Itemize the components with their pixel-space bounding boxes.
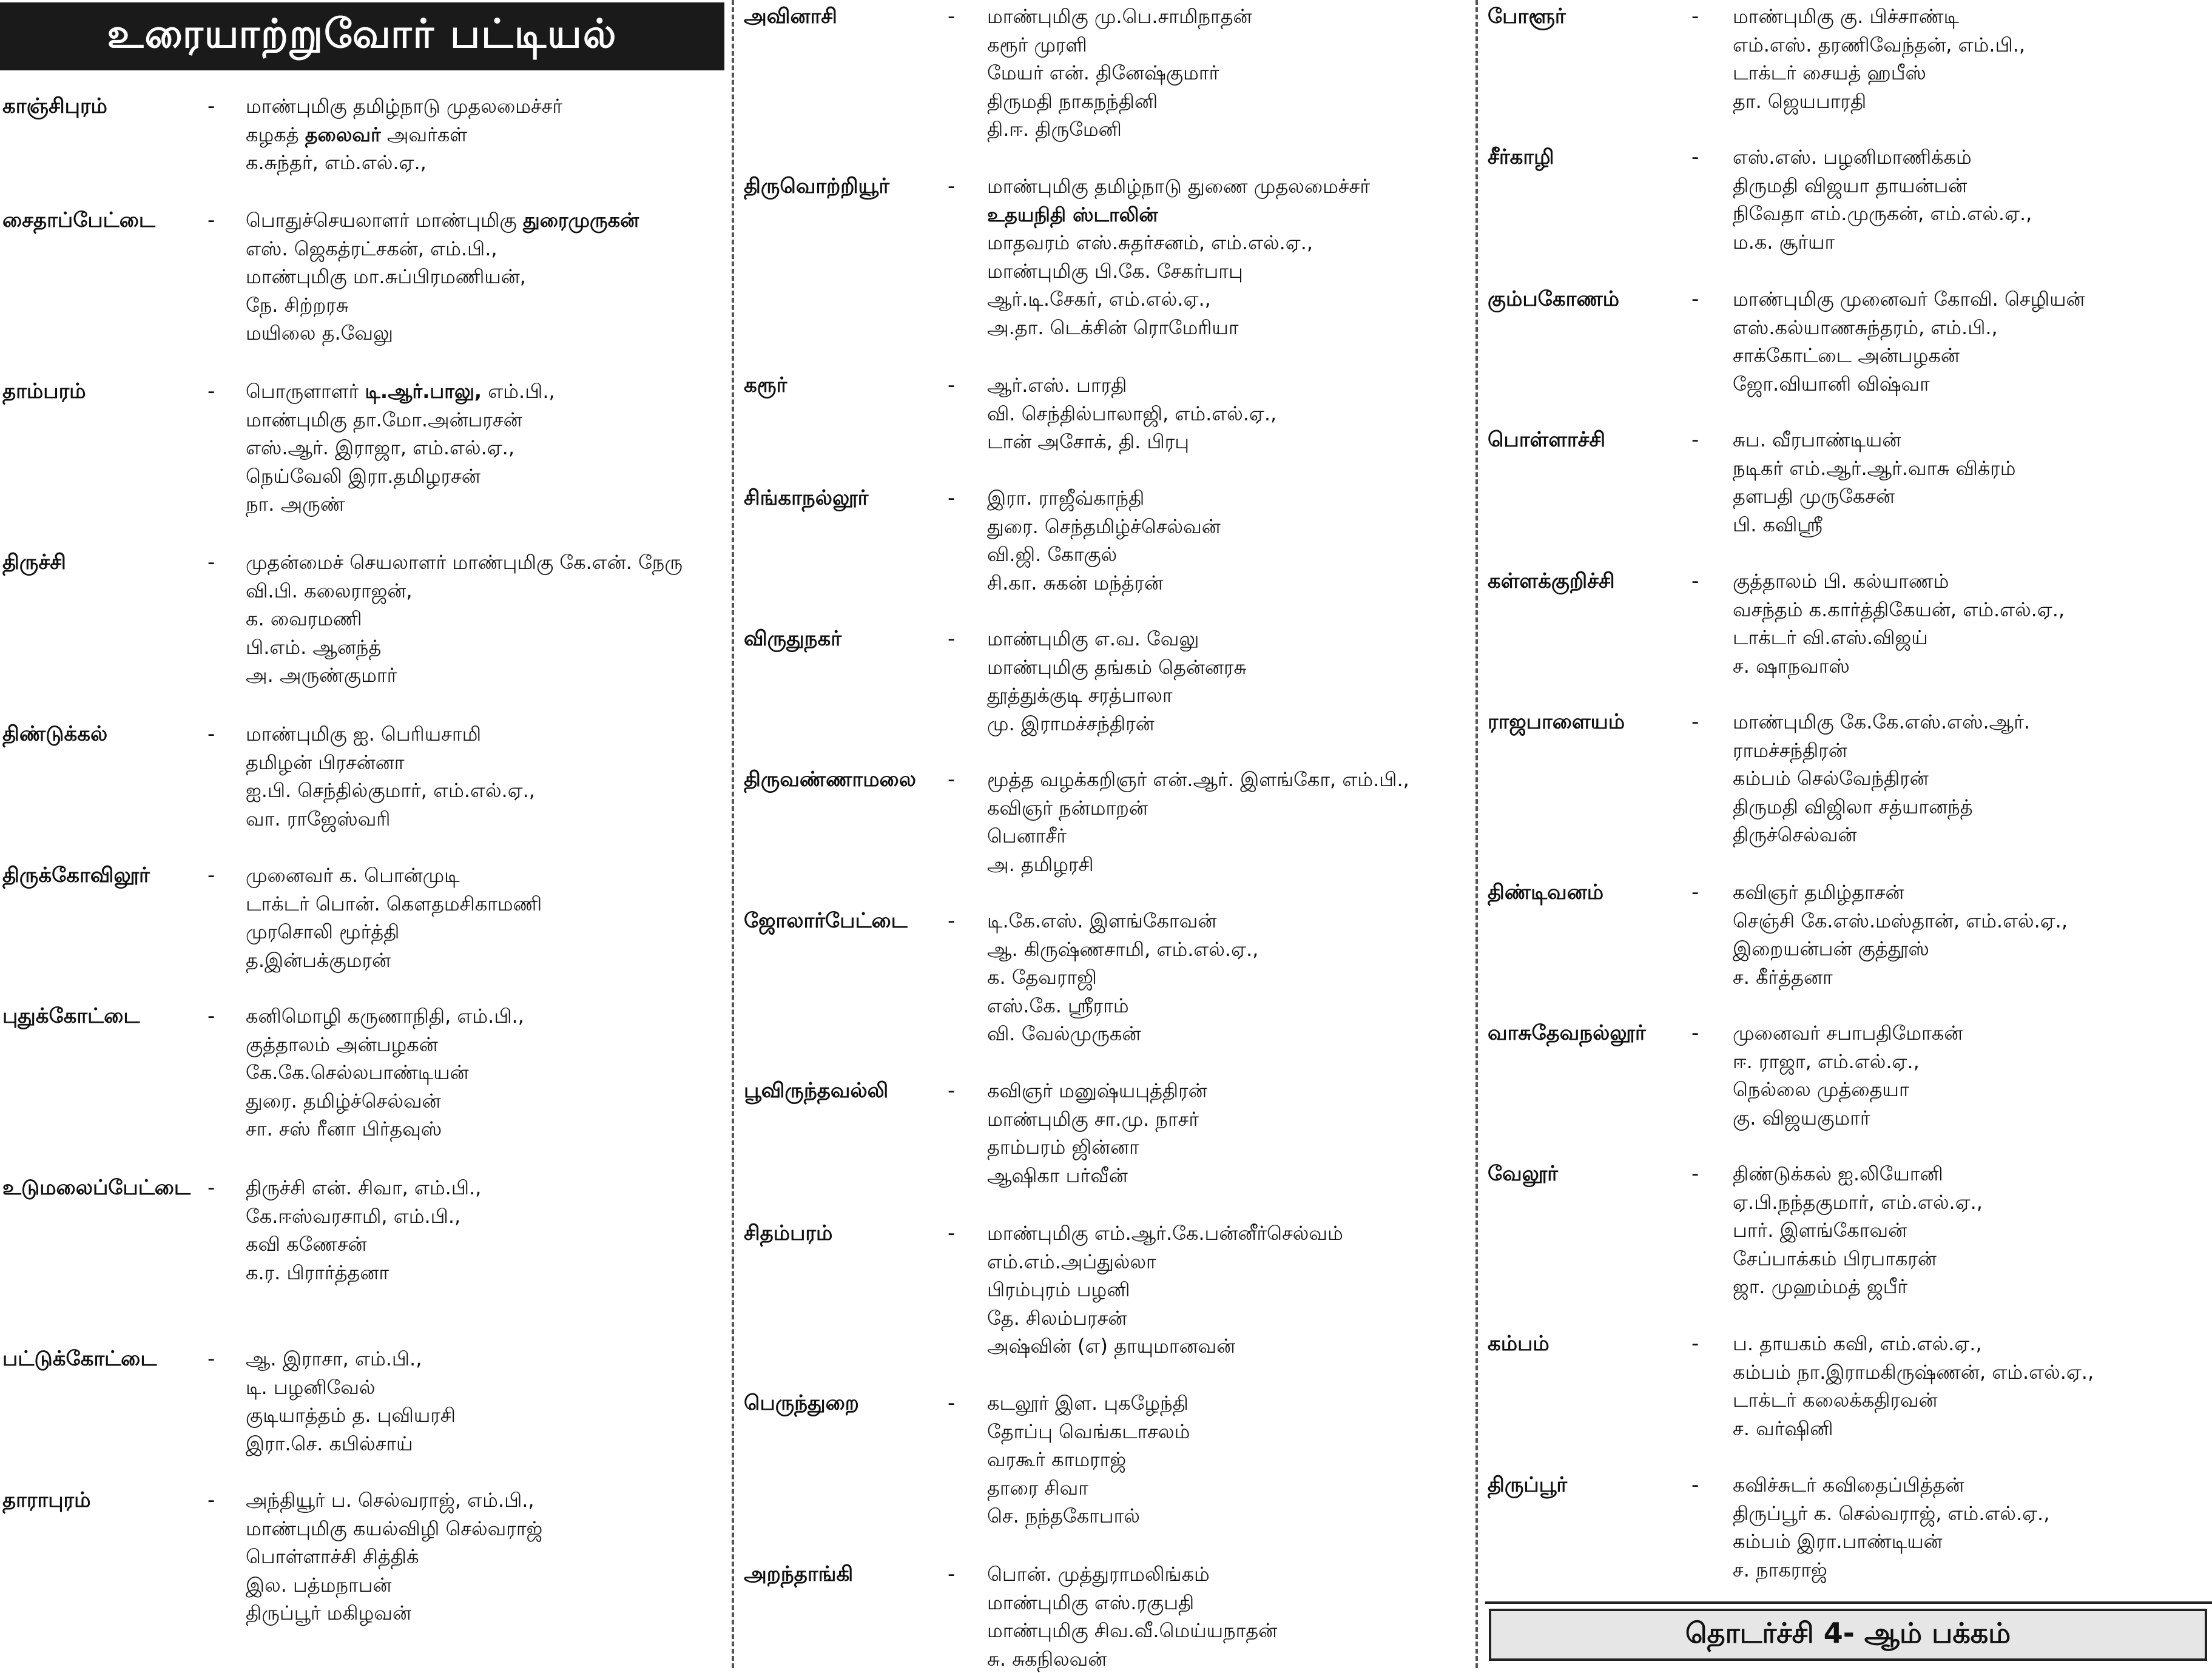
speaker-list (246, 548, 724, 690)
speaker-list (987, 907, 1469, 1048)
separator-dash: - (207, 861, 215, 890)
speaker-name: கரூர் முரளி (987, 31, 1469, 59)
speaker-name: கழகத் தலைவர் அவர்கள் (246, 121, 724, 149)
separator-dash: - (948, 625, 955, 653)
speaker-name: மாண்புமிகு தமிழ்நாடு துணை முதலமைச்சர் (987, 172, 1469, 201)
speaker-name: கவிஞர் மனுஷ்யபுத்திரன் (987, 1077, 1469, 1105)
speaker-list (1733, 143, 2212, 256)
speaker-name: செ. நந்தகோபால் (987, 1502, 1469, 1530)
speaker-name: தூத்துக்குடி சரத்பாலா (987, 681, 1469, 710)
speaker-name: மாண்புமிகு கு. பிச்சாண்டி (1733, 2, 2212, 31)
speaker-list (987, 625, 1469, 738)
constituency-name: பெருந்துறை (744, 1389, 859, 1418)
speaker-name: பி. கவிஸ்ரீ (1733, 511, 2212, 539)
speaker-name: வரகூர் காமராஜ் (987, 1446, 1469, 1474)
speaker-list (246, 720, 724, 833)
separator-dash: - (948, 172, 955, 201)
speaker-name: மாண்புமிகு எம்.ஆர்.கே.பன்னீர்செல்வம் (987, 1219, 1469, 1248)
constituency-name: காஞ்சிபுரம் (2, 92, 107, 121)
speaker-name: சுப. வீரபாண்டியன் (1733, 426, 2212, 454)
separator-dash: - (948, 1219, 955, 1248)
speaker-name: திருமதி விஜயா தாயன்பன் (1733, 172, 2212, 200)
speaker-name: மாண்புமிகு முனைவர் கோவி. செழியன் (1733, 285, 2212, 314)
speaker-name: திண்டுக்கல் ஐ.லியோனி (1733, 1160, 2212, 1188)
speaker-name: த.இன்பக்குமரன் (246, 946, 724, 975)
speaker-list (246, 1486, 724, 1628)
constituency-name: போளூர் (1488, 2, 1566, 31)
speaker-name: இரா. ராஜீவ்காந்தி (987, 484, 1469, 513)
constituency-name: அவினாசி (744, 2, 837, 31)
speaker-name: தாம்பரம் ஜின்னா (987, 1133, 1469, 1162)
separator-dash: - (1691, 567, 1699, 596)
separator-dash: - (207, 720, 215, 749)
speaker-name: ச. நாகராஜ் (1733, 1556, 2212, 1584)
separator-dash: - (207, 92, 215, 121)
speaker-name: எம்.எம்.அப்துல்லா (987, 1248, 1469, 1276)
separator-dash: - (207, 377, 215, 406)
speaker-name: மாண்புமிகு சிவ.வீ.மெய்யநாதன் (987, 1617, 1469, 1645)
speaker-name: கு. விஜயகுமார் (1733, 1104, 2212, 1133)
speaker-name: ச. ஷாநவாஸ் (1733, 652, 2212, 681)
speaker-name: கனிமொழி கருணாநிதி, எம்.பி., (246, 1002, 724, 1031)
speaker-name: மூத்த வழக்கறிஞர் என்.ஆர். இளங்கோ, எம்.பி., (987, 766, 1469, 794)
speaker-list (1733, 1019, 2212, 1132)
speaker-list (246, 1345, 724, 1458)
separator-dash: - (207, 206, 215, 235)
speaker-name: க. வைரமணி (246, 605, 724, 633)
speaker-name: மாண்புமிகு மு.பெ.சாமிநாதன் (987, 2, 1469, 31)
separator-dash: - (948, 2, 955, 31)
speaker-name: நா. அருண் (246, 490, 724, 519)
constituency-name: கம்பம் (1488, 1330, 1549, 1358)
constituency-name: திருவண்ணாமலை (744, 766, 916, 794)
speaker-name: பிரம்புரம் பழனி (987, 1276, 1469, 1304)
constituency-name: சைதாப்பேட்டை (2, 206, 155, 235)
speaker-name: திருமதி நாகநந்தினி (987, 87, 1469, 116)
speaker-list (987, 172, 1469, 342)
speaker-name: டி. பழனிவேல் (246, 1373, 724, 1402)
speaker-name: எஸ்.எஸ். பழனிமாணிக்கம் (1733, 143, 2212, 172)
speaker-name: உதயநிதி ஸ்டாலின் (987, 201, 1469, 229)
speaker-list (987, 484, 1469, 597)
speaker-name: ஆ. இராசா, எம்.பி., (246, 1345, 724, 1373)
constituency-name: கள்ளக்குறிச்சி (1488, 567, 1615, 596)
speaker-name: மு. இராமச்சந்திரன் (987, 710, 1469, 738)
speaker-name: மாண்புமிகு பி.கே. சேகர்பாபு (987, 257, 1469, 286)
speaker-name: ராமச்சந்திரன் (1733, 736, 2212, 765)
speaker-name: டி.கே.எஸ். இளங்கோவன் (987, 907, 1469, 935)
speaker-name: சேப்பாக்கம் பிரபாகரன் (1733, 1245, 2212, 1273)
separator-dash: - (1691, 708, 1699, 736)
speaker-list (1733, 567, 2212, 680)
speaker-name: கவிஞர் நன்மாறன் (987, 794, 1469, 823)
speaker-name: மாண்புமிகு ஐ. பெரியசாமி (246, 720, 724, 749)
speaker-list (246, 861, 724, 974)
speaker-name: மாண்புமிகு மா.சுப்பிரமணியன், (246, 263, 724, 291)
speaker-name: மாண்புமிகு எ.வ. வேலு (987, 625, 1469, 653)
speaker-list (1733, 285, 2212, 398)
separator-dash: - (1691, 285, 1699, 314)
speaker-name: பொன். முத்துராமலிங்கம் (987, 1560, 1469, 1589)
speaker-name: கவி கணேசன் (246, 1230, 724, 1259)
speaker-list (1733, 708, 2212, 849)
constituency-name: சீர்காழி (1488, 143, 1554, 172)
separator-dash: - (1691, 2, 1699, 31)
separator-dash: - (207, 1174, 215, 1202)
speaker-list (246, 92, 724, 177)
speaker-name: பொதுச்செயலாளர் மாண்புமிகு துரைமுருகன் (246, 206, 724, 235)
speaker-name: சு. சுகநிலவன் (987, 1645, 1469, 1673)
speaker-name: மாண்புமிகு சா.மு. நாசர் (987, 1105, 1469, 1134)
constituency-name: திருக்கோவிலூர் (2, 861, 150, 890)
speaker-name: வி.பி. கலைராஜன், (246, 577, 724, 605)
speaker-name: நே. சிற்றரசு (246, 291, 724, 320)
speaker-name: சா. சஸ் ரீனா பிர்தவுஸ் (246, 1115, 724, 1143)
speaker-name: சாக்கோட்டை அன்பழகன் (1733, 342, 2212, 370)
speaker-name: நெய்வேலி இரா.தமிழரசன் (246, 462, 724, 491)
constituency-name: சிங்காநல்லூர் (744, 484, 868, 513)
speaker-name: இறையன்பன் குத்தூஸ் (1733, 935, 2212, 963)
speaker-list (987, 1219, 1469, 1361)
speaker-name: தி.ஈ. திருமேனி (987, 115, 1469, 144)
constituency-name: திண்டிவனம் (1488, 878, 1603, 907)
speaker-list (1733, 1471, 2212, 1584)
separator-dash: - (207, 1486, 215, 1515)
separator-dash: - (1691, 1019, 1699, 1048)
speaker-name: முனைவர் சபாபதிமோகன் (1733, 1019, 2212, 1048)
speaker-name: அ. தமிழரசி (987, 850, 1469, 879)
speaker-name: ஜோ.வியானி விஷ்வா (1733, 370, 2212, 399)
speaker-list (1733, 1330, 2212, 1442)
speaker-name: வி. செந்தில்பாலாஜி, எம்.எல்.ஏ., (987, 400, 1469, 428)
column-3 (1485, 0, 2212, 1668)
speaker-name: கவிச்சுடர் கவிதைப்பித்தன் (1733, 1471, 2212, 1500)
speaker-name: டான் அசோக், தி. பிரபு (987, 428, 1469, 456)
speaker-name: எஸ்.கே. ஸ்ரீராம் (987, 992, 1469, 1020)
speaker-name: இரா.செ. கபில்சாய் (246, 1430, 724, 1458)
speaker-name: டாக்டர் கலைக்கதிரவன் (1733, 1386, 2212, 1415)
speaker-name: ம.க. சூர்யா (1733, 228, 2212, 257)
speaker-name: வி.ஜி. கோகுல் (987, 540, 1469, 569)
speaker-name: கம்பம் இரா.பாண்டியன் (1733, 1527, 2212, 1556)
constituency-name: வேலூர் (1488, 1160, 1558, 1188)
speaker-name: மாண்புமிகு கே.கே.எஸ்.எஸ்.ஆர். (1733, 708, 2212, 736)
speaker-name: ஜா. முஹம்மத் ஜபீர் (1733, 1273, 2212, 1301)
footer-rule (1485, 1601, 2212, 1604)
speaker-list (987, 1560, 1469, 1673)
separator-dash: - (948, 484, 955, 513)
separator-dash: - (1691, 1471, 1699, 1500)
constituency-name: வாசுதேவநல்லூர் (1488, 1019, 1646, 1048)
speaker-name: தா. ஜெயபாரதி (1733, 87, 2212, 116)
speaker-name: இல. பத்மநாபன் (246, 1571, 724, 1600)
speaker-list (987, 371, 1469, 456)
speaker-name: குத்தாலம் பி. கல்யாணம் (1733, 567, 2212, 596)
speaker-name: ஈ. ராஜா, எம்.எல்.ஏ., (1733, 1048, 2212, 1076)
speaker-name: கடலூர் இள. புகழேந்தி (987, 1389, 1469, 1418)
constituency-name: விருதுநகர் (744, 625, 841, 653)
constituency-name: கரூர் (744, 371, 787, 400)
speaker-name: கே.ஈஸ்வரசாமி, எம்.பி., (246, 1202, 724, 1231)
separator-dash: - (948, 1560, 955, 1589)
separator-dash: - (207, 1002, 215, 1031)
speaker-name: குத்தாலம் அன்பழகன் (246, 1031, 724, 1059)
constituency-name: பட்டுக்கோட்டை (2, 1345, 157, 1373)
constituency-name: திண்டுக்கல் (2, 720, 107, 749)
speaker-name: தாரை சிவா (987, 1474, 1469, 1503)
speaker-name: திருப்பூர் மகிழவன் (246, 1599, 724, 1628)
constituency-name: திருப்பூர் (1488, 1471, 1567, 1500)
separator-dash: - (1691, 143, 1699, 172)
speaker-name: ஆஷிகா பர்வீன் (987, 1162, 1469, 1190)
constituency-name: பூவிருந்தவல்லி (744, 1077, 888, 1105)
constituency-name: பொள்ளாச்சி (1488, 426, 1605, 454)
speaker-name: ப. தாயகம் கவி, எம்.எல்.ஏ., (1733, 1330, 2212, 1358)
separator-dash: - (948, 766, 955, 794)
speaker-name: ச. கீர்த்தனா (1733, 963, 2212, 992)
separator-dash: - (1691, 1160, 1699, 1188)
constituency-name: திருவொற்றியூர் (744, 172, 889, 201)
speaker-name: மாண்புமிகு தங்கம் தென்னரசு (987, 653, 1469, 682)
speaker-name: தமிழன் பிரசன்னா (246, 749, 724, 777)
speaker-name: டாக்டர் வி.எஸ்.விஜய் (1733, 624, 2212, 652)
speaker-name: மேயர் என். தினேஷ்குமார் (987, 59, 1469, 87)
speaker-name: மாண்புமிகு தா.மோ.அன்பரசன் (246, 406, 724, 434)
speaker-name: மாண்புமிகு எஸ்.ரகுபதி (987, 1589, 1469, 1617)
speaker-list (987, 2, 1469, 144)
speaker-list (1733, 1160, 2212, 1301)
speaker-list (1733, 878, 2212, 991)
speaker-name: ச. வர்ஷினி (1733, 1415, 2212, 1443)
speaker-name: குடியாத்தம் த. புவியரசி (246, 1401, 724, 1430)
speaker-name: ஐ.பி. செந்தில்குமார், எம்.எல்.ஏ., (246, 776, 724, 805)
speaker-name: பொள்ளாச்சி சித்திக் (246, 1543, 724, 1571)
speaker-list (987, 766, 1469, 878)
continuation-note: தொடர்ச்சி 4- ஆம் பக்கம் (1489, 1609, 2207, 1661)
speaker-name: முரசொலி மூர்த்தி (246, 918, 724, 946)
speaker-name: திருச்செல்வன் (1733, 821, 2212, 849)
speaker-list (987, 1077, 1469, 1190)
speaker-name: மயிலை த.வேலு (246, 319, 724, 348)
separator-dash: - (1691, 1330, 1699, 1358)
column-divider (732, 0, 734, 1668)
speaker-name: துரை. தமிழ்ச்செல்வன் (246, 1087, 724, 1116)
speaker-name: டாக்டர் பொன். கௌதமசிகாமணி (246, 890, 724, 918)
constituency-name: ராஜபாளையம் (1488, 708, 1625, 736)
speaker-name: எஸ்.கல்யாணசுந்தரம், எம்.பி., (1733, 314, 2212, 342)
separator-dash: - (948, 907, 955, 935)
speaker-name: ஆர்.டி.சேகர், எம்.எல்.ஏ., (987, 285, 1469, 314)
speaker-name: நெல்லை முத்தையா (1733, 1076, 2212, 1104)
speaker-name: திருப்பூர் க. செல்வராஜ், எம்.எல்.ஏ., (1733, 1500, 2212, 1528)
separator-dash: - (207, 548, 215, 577)
constituency-name: கும்பகோணம் (1488, 285, 1619, 314)
speaker-name: முனைவர் க. பொன்முடி (246, 861, 724, 890)
speaker-name: நிவேதா எம்.முருகன், எம்.எல்.ஏ., (1733, 200, 2212, 228)
separator-dash: - (948, 371, 955, 400)
speaker-name: க.ர. பிரார்த்தனா (246, 1259, 724, 1287)
speaker-name: கம்பம் செல்வேந்திரன் (1733, 764, 2212, 793)
speaker-name: அ. அருண்குமார் (246, 661, 724, 690)
speaker-name: எஸ்.ஆர். இராஜா, எம்.எல்.ஏ., (246, 434, 724, 462)
separator-dash: - (948, 1389, 955, 1418)
speaker-name: ஏ.பி.நந்தகுமார், எம்.எல்.ஏ., (1733, 1188, 2212, 1217)
column-1 (0, 0, 724, 1668)
speaker-name: கம்பம் நா.இராமகிருஷ்ணன், எம்.எல்.ஏ., (1733, 1358, 2212, 1387)
speaker-name: செஞ்சி கே.எஸ்.மஸ்தான், எம்.எல்.ஏ., (1733, 907, 2212, 935)
speaker-name: க. தேவராஜி (987, 963, 1469, 992)
speaker-list (1733, 426, 2212, 539)
speaker-name: திருச்சி என். சிவா, எம்.பி., (246, 1174, 724, 1202)
speaker-name: சி.கா. சுகன் மந்த்ரன் (987, 569, 1469, 598)
speaker-list (246, 206, 724, 348)
speaker-name: எம்.எஸ். தரணிவேந்தன், எம்.பி., (1733, 31, 2212, 59)
column-divider (1475, 0, 1478, 1668)
constituency-name: புதுக்கோட்டை (2, 1002, 140, 1031)
speaker-list (246, 377, 724, 519)
speaker-name: வசந்தம் க.கார்த்திகேயன், எம்.எல்.ஏ., (1733, 596, 2212, 624)
constituency-name: திருச்சி (2, 548, 66, 577)
speaker-name: மாதவரம் எஸ்.சுதர்சனம், எம்.எல்.ஏ., (987, 229, 1469, 257)
speaker-name: அந்தியூர் ப. செல்வராஜ், எம்.பி., (246, 1486, 724, 1515)
speaker-name: கே.கே.செல்லபாண்டியன் (246, 1059, 724, 1087)
constituency-name: ஜோலார்பேட்டை (744, 907, 908, 935)
speaker-name: தளபதி முருகேசன் (1733, 482, 2212, 511)
speaker-name: பார். இளங்கோவன் (1733, 1216, 2212, 1245)
separator-dash: - (948, 1077, 955, 1105)
speaker-list (246, 1002, 724, 1143)
speaker-name: மாண்புமிகு தமிழ்நாடு முதலமைச்சர் (246, 92, 724, 121)
speaker-name: க.சுந்தர், எம்.எல்.ஏ., (246, 149, 724, 177)
speaker-name: மாண்புமிகு கயல்விழி செல்வராஜ் (246, 1515, 724, 1543)
speaker-name: தே. சிலம்பரசன் (987, 1304, 1469, 1333)
speaker-name: ஆ. கிருஷ்ணசாமி, எம்.எல்.ஏ., (987, 935, 1469, 964)
separator-dash: - (207, 1345, 215, 1373)
speaker-name: பொருளாளர் டி.ஆர்.பாலு, எம்.பி., (246, 377, 724, 406)
speaker-name: திருமதி விஜிலா சத்யானந்த் (1733, 793, 2212, 821)
speaker-list (987, 1389, 1469, 1530)
speaker-list (1733, 2, 2212, 115)
speaker-list (246, 1174, 724, 1287)
speaker-name: எஸ். ஜெகத்ரட்சகன், எம்.பி., (246, 235, 724, 263)
speaker-name: அ.தா. டெக்சின் ரொமேரியா (987, 314, 1469, 342)
speaker-name: துரை. செந்தமிழ்ச்செல்வன் (987, 513, 1469, 541)
speaker-name: வி. வேல்முருகன் (987, 1020, 1469, 1048)
speaker-name: டாக்டர் சையத் ஹபீஸ் (1733, 59, 2212, 87)
separator-dash: - (1691, 878, 1699, 907)
speaker-name: ஆர்.எஸ். பாரதி (987, 371, 1469, 400)
speaker-name: முதன்மைச் செயலாளர் மாண்புமிகு கே.என். நேரு (246, 548, 724, 577)
speaker-name: வா. ராஜேஸ்வரி (246, 805, 724, 833)
constituency-name: அறந்தாங்கி (744, 1560, 853, 1589)
constituency-name: தாராபுரம் (2, 1486, 90, 1515)
column-2 (741, 0, 1469, 1668)
constituency-name: சிதம்பரம் (744, 1219, 832, 1248)
speaker-name: அஷ்வின் (எ) தாயுமானவன் (987, 1332, 1469, 1361)
separator-dash: - (1691, 426, 1699, 454)
page-title: உரையாற்றுவோர் பட்டியல் (0, 2, 724, 70)
speaker-name: தோப்பு வெங்கடாசலம் (987, 1418, 1469, 1446)
speaker-name: கவிஞர் தமிழ்தாசன் (1733, 878, 2212, 907)
constituency-name: உடுமலைப்பேட்டை (2, 1174, 191, 1202)
speaker-name: நடிகர் எம்.ஆர்.ஆர்.வாசு விக்ரம் (1733, 454, 2212, 483)
speaker-name: பெனாசீர் (987, 822, 1469, 850)
constituency-name: தாம்பரம் (2, 377, 86, 406)
speaker-name: பி.எம். ஆனந்த் (246, 633, 724, 662)
